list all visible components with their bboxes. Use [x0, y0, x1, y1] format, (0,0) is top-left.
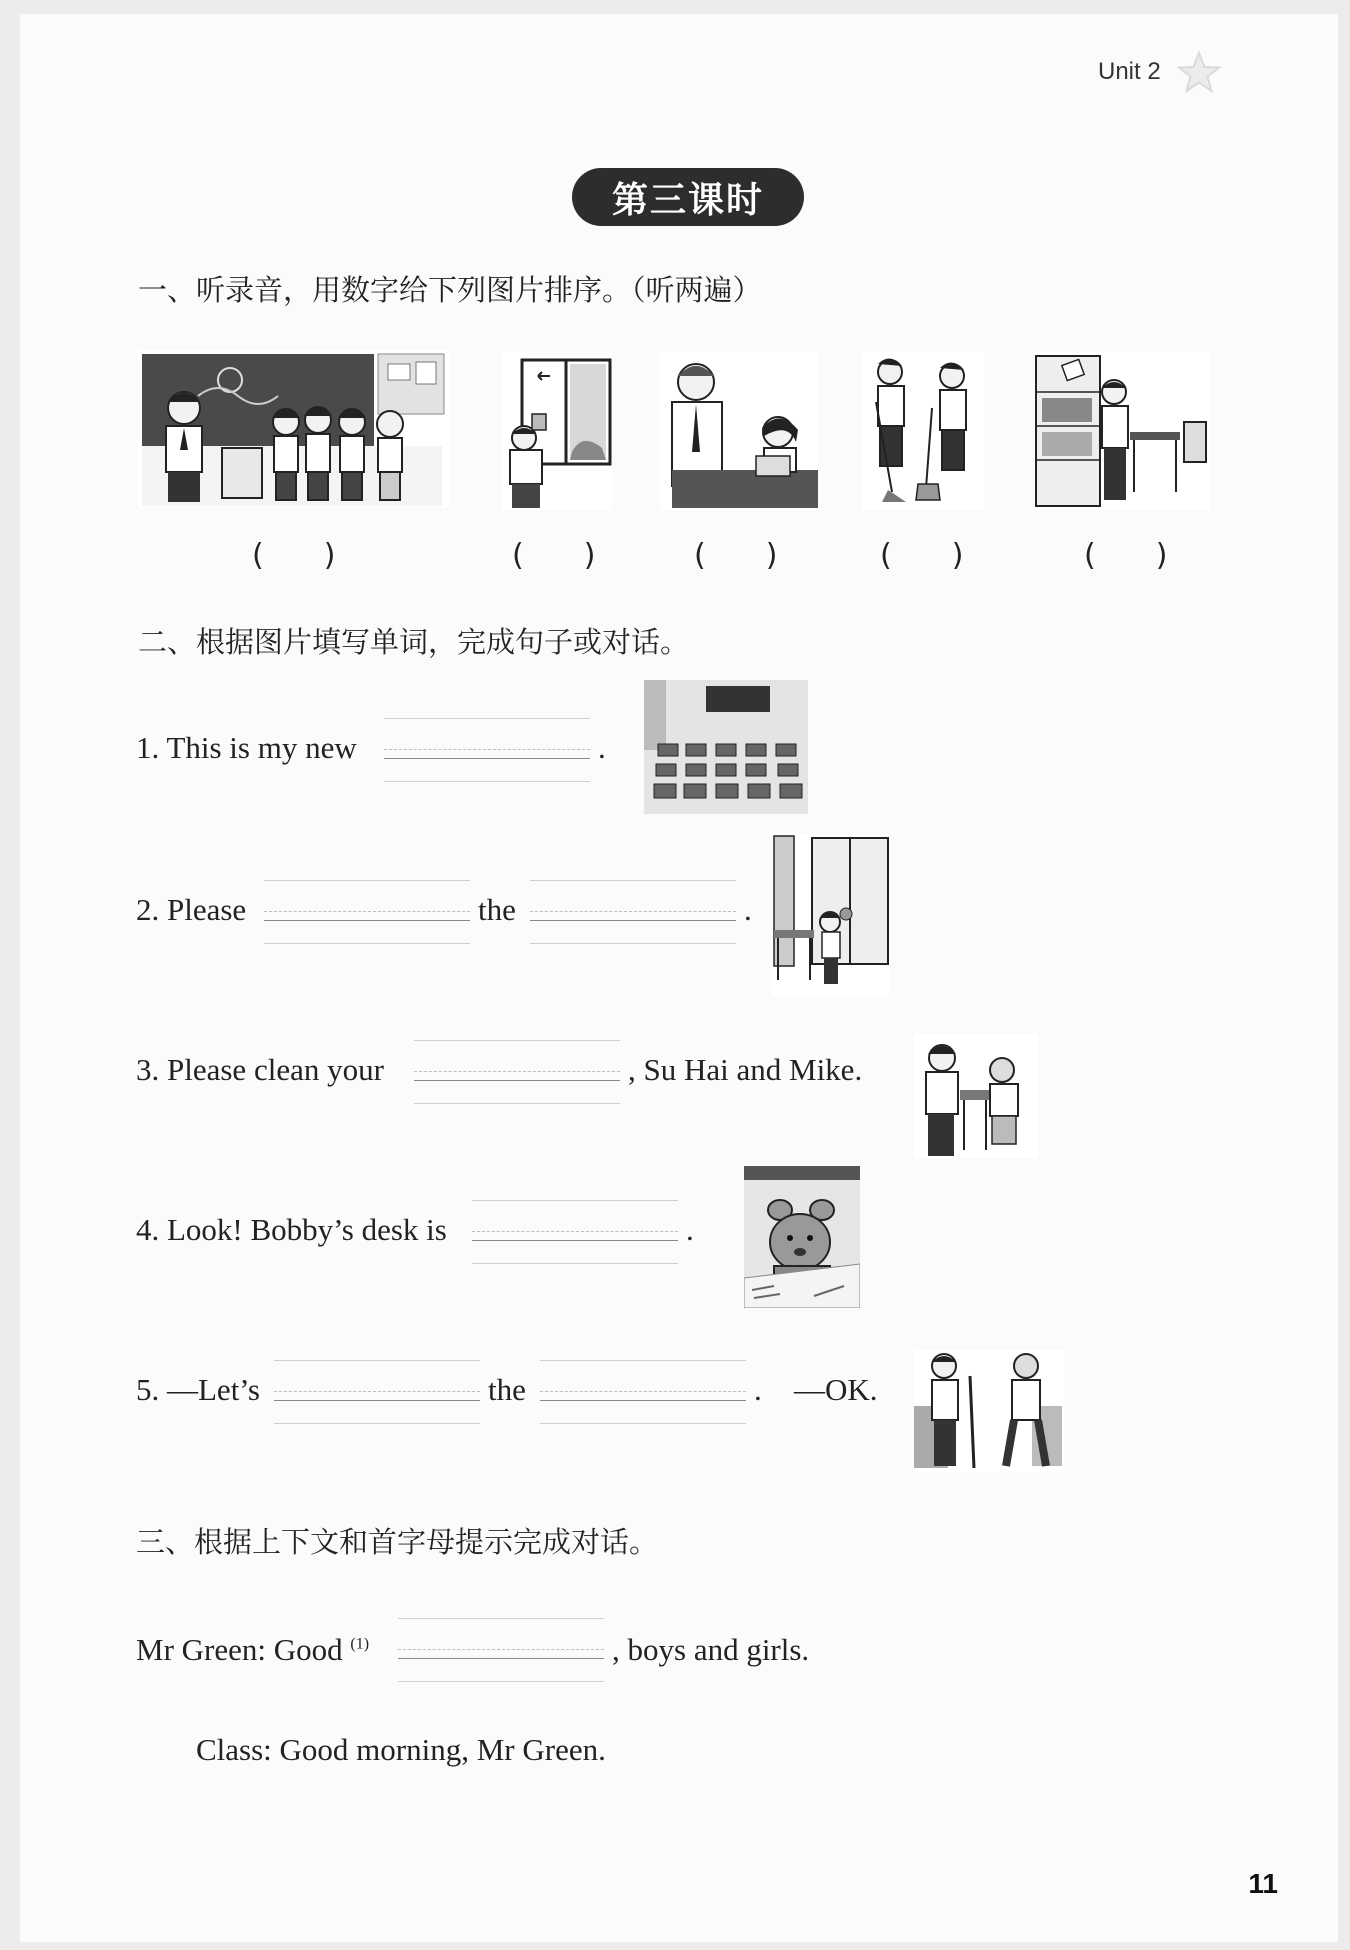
blank-number-1: (1) [350, 1635, 370, 1653]
q2-text: 2. Please [136, 892, 247, 927]
q5-text: 5. —Let’s [136, 1372, 260, 1407]
dialogue-line-1-end: , boys and girls. [612, 1632, 810, 1667]
answer-paren-4[interactable]: ( ) [880, 538, 964, 573]
dialogue-line-1-text [136, 1632, 369, 1668]
page-number: 11 [1248, 1868, 1278, 1899]
q2-blank-1[interactable] [264, 880, 470, 944]
star-icon [1176, 50, 1222, 96]
picture-classroom-greeting [138, 350, 450, 508]
q2-the: the [478, 892, 516, 927]
picture-two-boys-sweeping [914, 1350, 1064, 1472]
q5-the: the [488, 1372, 526, 1407]
unit-label: Unit 2 [1098, 58, 1161, 85]
q1-period: . [598, 730, 606, 765]
q2-period: . [744, 892, 752, 927]
q3-text: 3. Please clean your [136, 1052, 384, 1087]
q4-text: 4. Look! Bobby’s desk is [136, 1212, 447, 1247]
section-1-title: 一、听录音，用数字给下列图片排序。（听两遍） [138, 273, 762, 307]
dialogue-line-2: Class: Good morning, Mr Green. [196, 1732, 606, 1767]
section-3-title: 三、根据上下文和首字母提示完成对话。 [136, 1525, 659, 1559]
lesson-title: 第三课时 [572, 168, 804, 226]
q1-blank[interactable] [384, 718, 590, 782]
q5-period: . [754, 1372, 762, 1407]
q4-period: . [686, 1212, 694, 1247]
picture-cleaning-window [502, 352, 612, 510]
section-2-title: 二、根据图片填写单词，完成句子或对话。 [138, 625, 690, 659]
q5-blank-1[interactable] [274, 1360, 480, 1424]
picture-bobby-messy-desk [744, 1166, 860, 1308]
q5-blank-2[interactable] [540, 1360, 746, 1424]
q3-blank[interactable] [414, 1040, 620, 1104]
q4-blank[interactable] [472, 1200, 678, 1264]
picture-teacher-and-girl [660, 352, 818, 510]
picture-two-kids-cleaning-chairs [914, 1034, 1038, 1158]
picture-girl-cleaning-window [772, 834, 890, 996]
picture-girls-sweeping [862, 352, 984, 510]
dialogue-blank-1[interactable] [398, 1618, 604, 1682]
picture-boy-bookcase [1034, 352, 1210, 510]
answer-paren-3[interactable]: ( ) [694, 538, 778, 573]
answer-paren-2[interactable]: ( ) [512, 538, 596, 573]
q5-reply: —OK. [794, 1372, 878, 1407]
answer-paren-1[interactable]: ( ) [252, 538, 336, 573]
picture-classroom-desks [644, 680, 808, 814]
q3-ending: , Su Hai and Mike. [628, 1052, 863, 1087]
q2-blank-2[interactable] [530, 880, 736, 944]
answer-paren-5[interactable]: ( ) [1084, 538, 1168, 573]
dialogue-line-1-start: Mr Green: Good [136, 1632, 343, 1667]
q1-text: 1. This is my new [136, 730, 357, 765]
